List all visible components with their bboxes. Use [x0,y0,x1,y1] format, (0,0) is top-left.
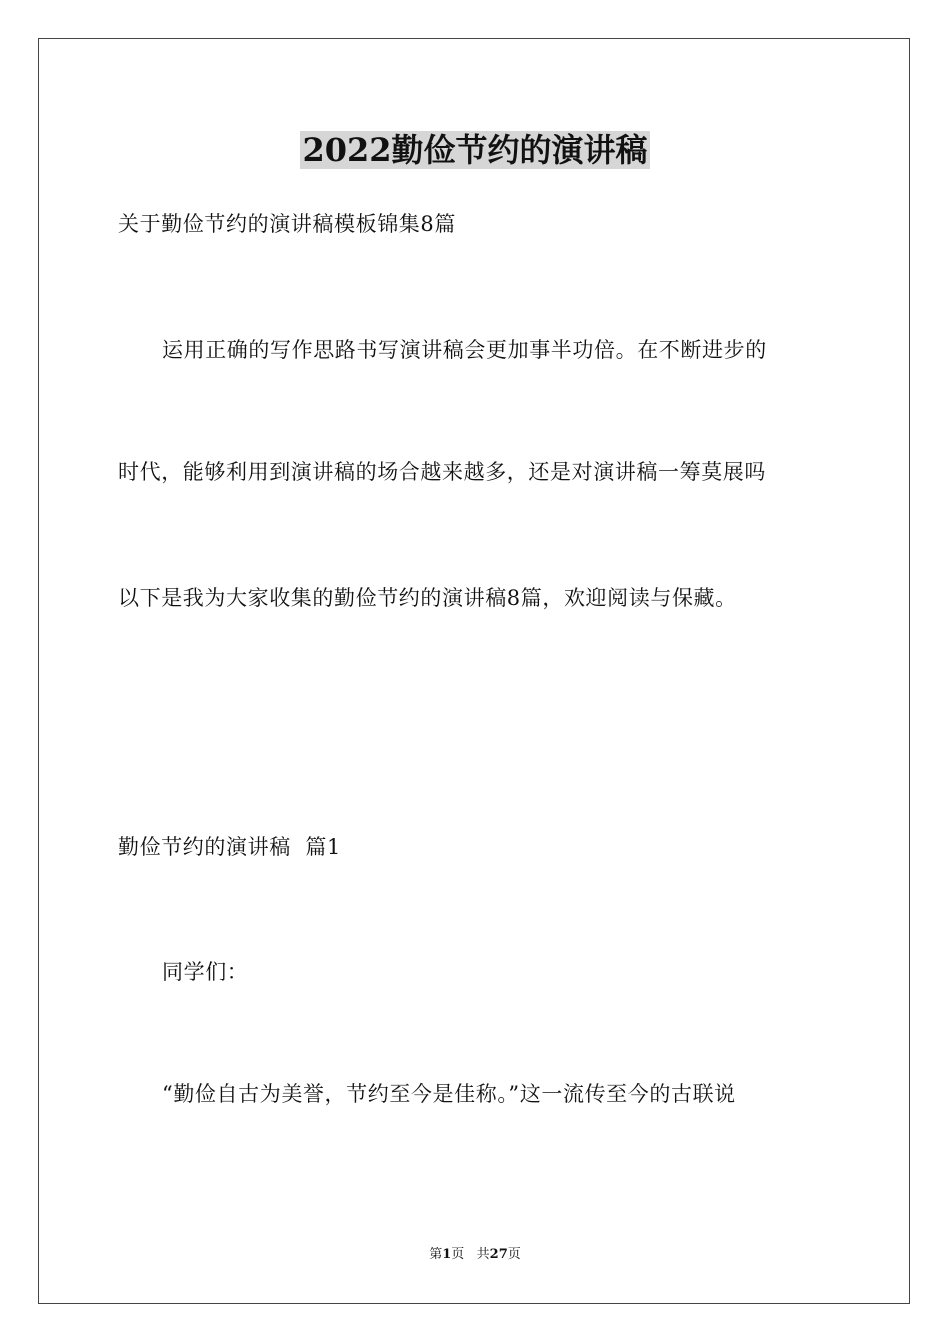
intro-line-3: 以下是我为大家收集的勤俭节约的演讲稿8篇，欢迎阅读与保藏。 [118,586,737,610]
document-title-text: 2022勤俭节约的演讲稿 [302,131,648,169]
intro-line-2: 时代，能够利用到演讲稿的场合越来越多，还是对演讲稿一筹莫展吗 [118,460,766,484]
intro-line-1: 运用正确的写作思路书写演讲稿会更加事半功倍。在不断进步的 [162,338,767,362]
footer-page-suffix: 页 共 [451,1247,490,1262]
salutation: 同学们： [162,960,249,984]
page-footer [0,1246,950,1264]
footer-page-number: 1 [442,1247,452,1262]
body-line-1: “勤俭自古为美誉，节约至今是佳称。”这一流传至今的古联说 [162,1082,736,1106]
footer-page-prefix: 第 [429,1247,443,1262]
document-title [0,128,950,172]
footer-total-suffix: 页 [507,1247,521,1262]
document-subtitle: 关于勤俭节约的演讲稿模板锦集8篇 [118,212,456,236]
footer-total-pages: 27 [489,1247,508,1262]
section-heading: 勤俭节约的演讲稿 篇1 [118,835,341,859]
